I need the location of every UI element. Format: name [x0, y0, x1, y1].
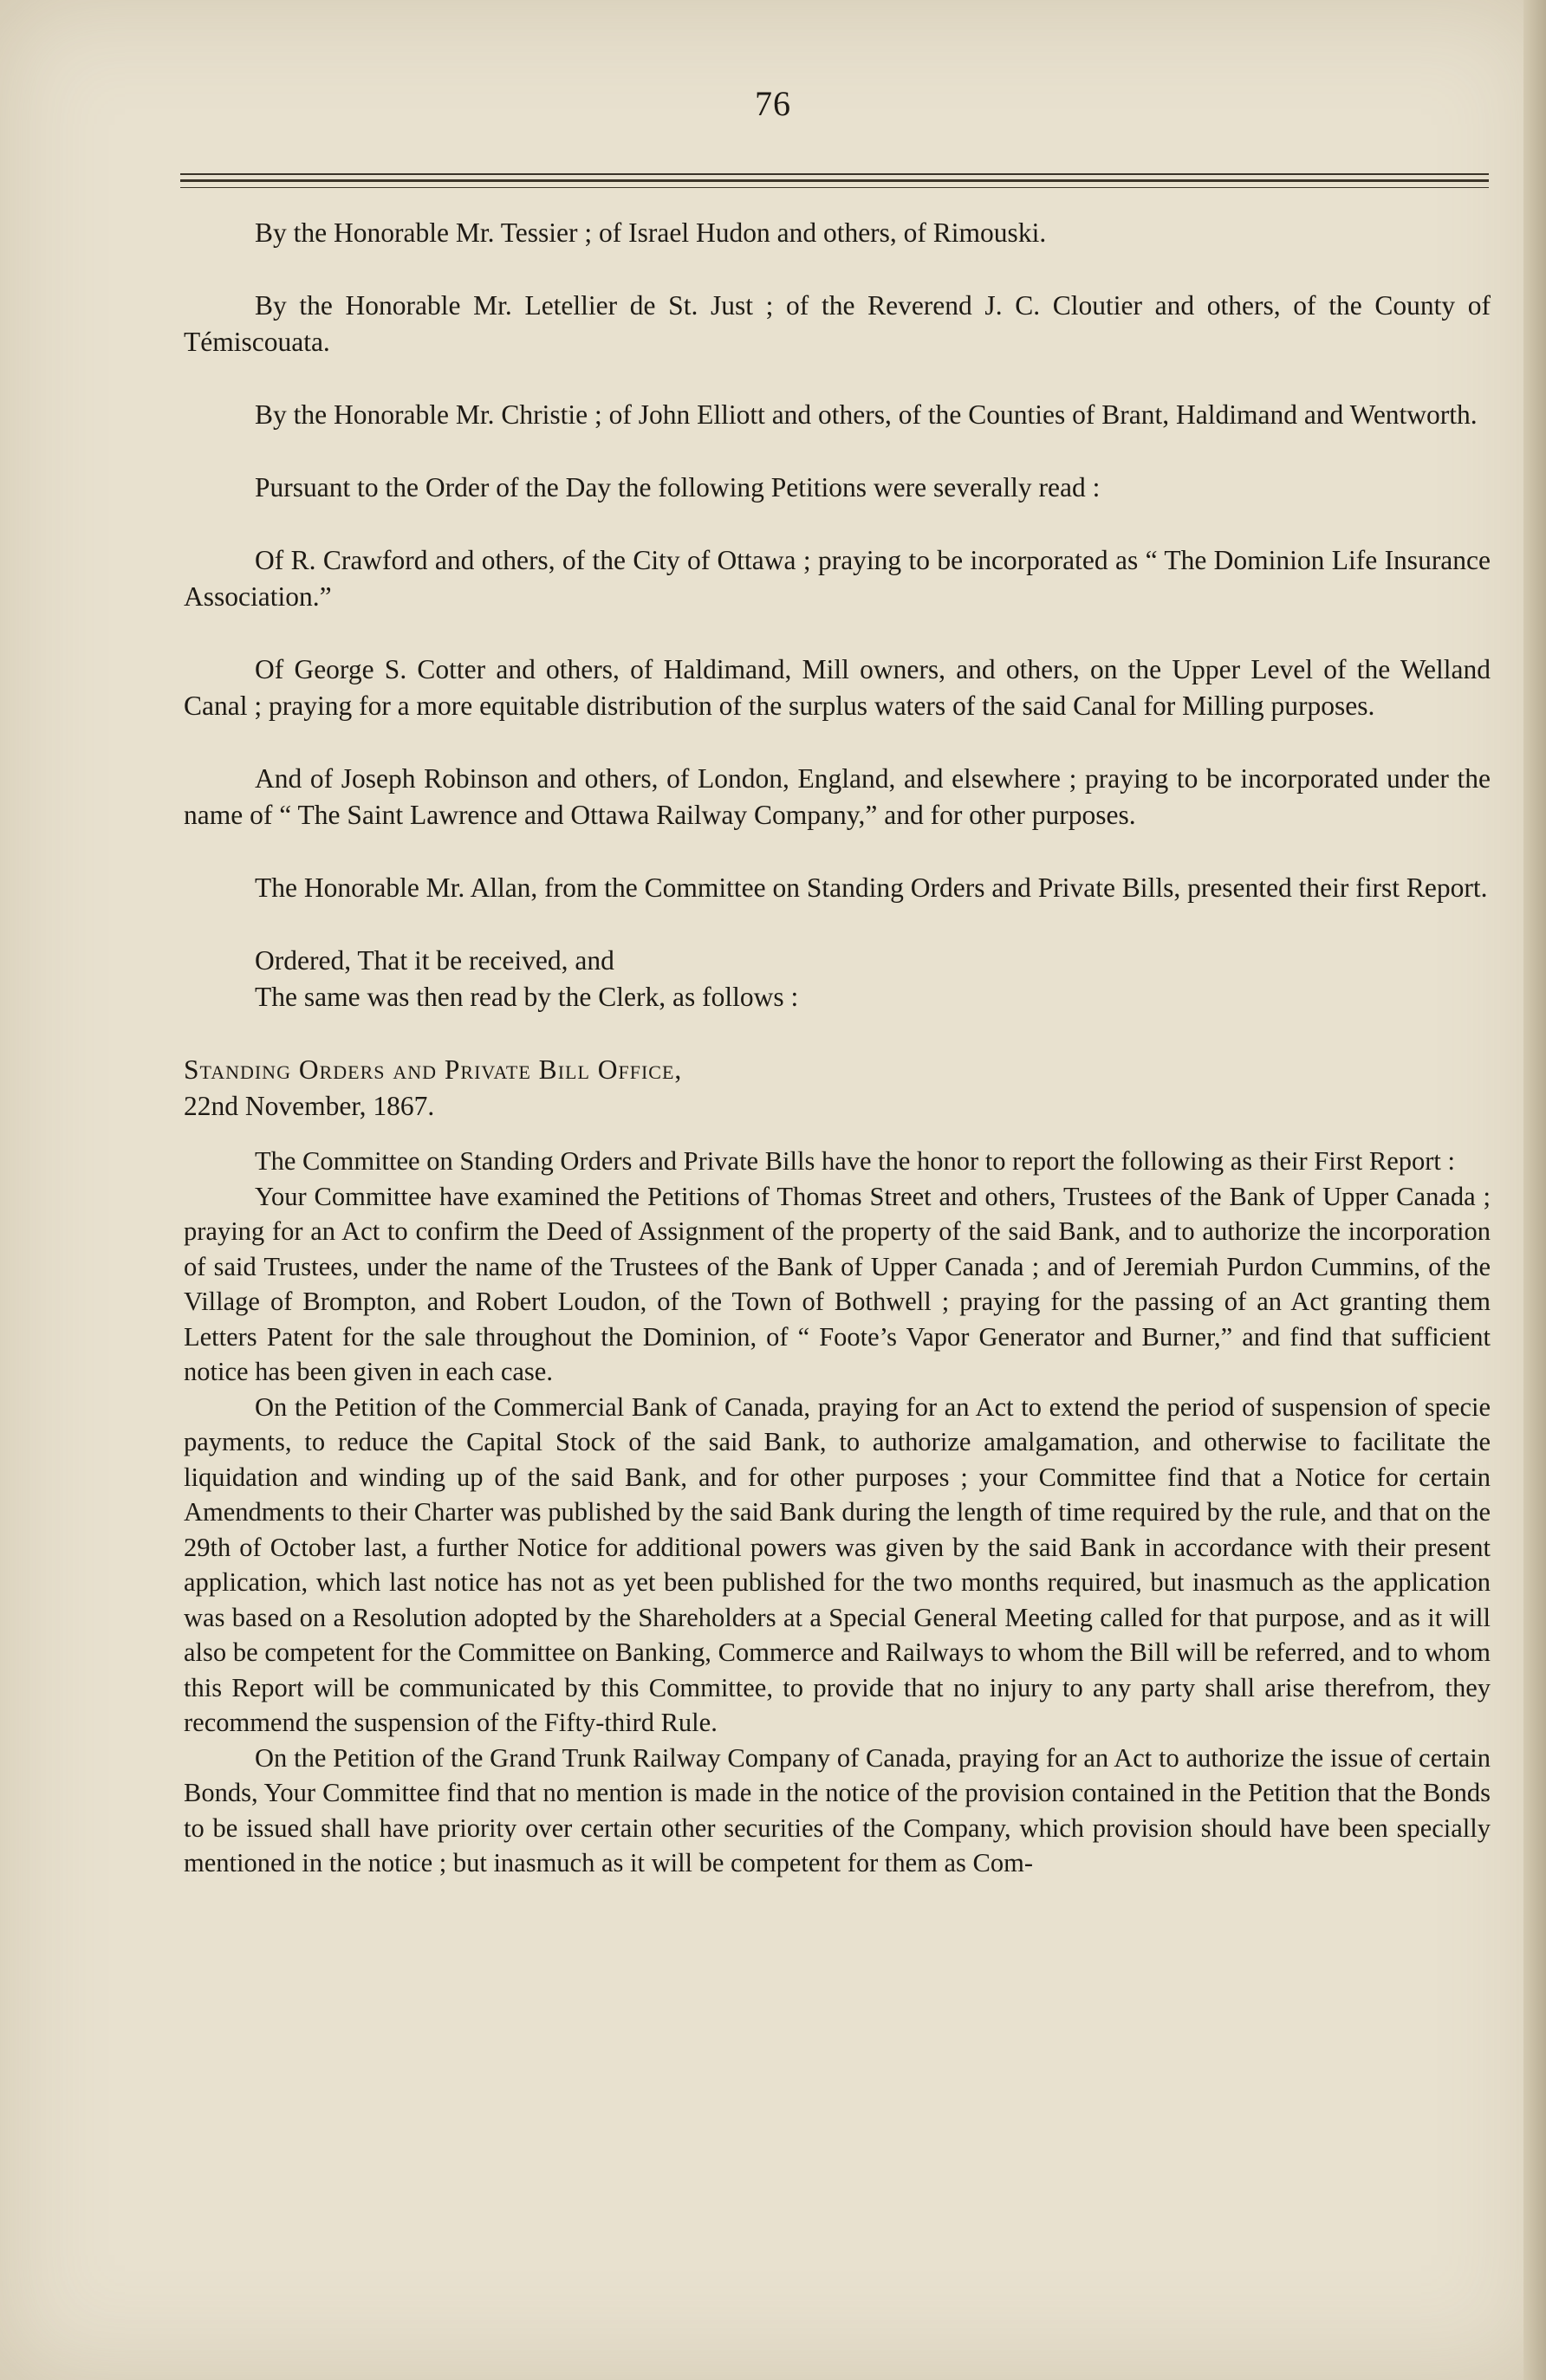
petition-paragraph: By the Honorable Mr. Tessier ; of Israel Hudon and others, of Rimouski.: [255, 217, 1047, 248]
report-paragraph: The Committee on Standing Orders and Private Bills have the honor to report the following as their First Report :: [255, 1146, 1455, 1176]
report-paragraph: On the Petition of the Grand Trunk Railway Company of Canada, praying for an Act to authorize the issue of certain Bonds, Your Committee find that no mention is made in the notice of the provision contained in the Petition that the Bonds to be issued shall have priority over certain other securities of the Company, which provision should have been specially mentioned in the notice ; but inasmuch as it will be competent for them as Com-: [184, 1742, 1491, 1877]
petition-paragraph: Of George S. Cotter and others, of Haldimand, Mill owners, and others, on the Upper Level of the Welland Canal ; praying for a more equitable distribution of the surplus waters of the said Canal for Milling purposes.: [184, 654, 1491, 721]
order-of-day-paragraph: Pursuant to the Order of the Day the following Petitions were severally read :: [255, 472, 1101, 503]
header-rule: [180, 173, 1489, 175]
petition-paragraph: Of R. Crawford and others, of the City of Ottawa ; praying to be incorporated as “ The Dominion Life Insurance Association.”: [184, 545, 1491, 612]
report-paragraph: On the Petition of the Commercial Bank of Canada, praying for an Act to extend the period of suspension of specie payments, to reduce the Capital Stock of the said Bank, to authorize amalgamation, and otherwise to facilitate the liquidation and winding up of the said Bank, and for other purposes ; your Committee find that a Notice for certain Amendments to their Charter was published by the said Bank during the length of time required by the rule, and that on the 29th of October last, a further Notice for additional powers was given by the said Bank in accordance with their present application, which last notice has not as yet been published for the two months required, but inasmuch as the application was based on a Resolution adopted by the Shareholders at a Special General Meeting called for that purpose, and as it will also be competent for the Committee on Banking, Commerce and Railways to whom the Bill will be referred, and to whom this Report will be communicated by this Committee, to provide that no injury to any party shall arise therefrom, they recommend the suspension of the Fifty-third Rule.: [184, 1391, 1491, 1737]
office-heading: Standing Orders and Private Bill Office,: [184, 1054, 683, 1085]
office-date: 22nd November, 1867.: [184, 1091, 435, 1121]
report-paragraph: Your Committee have examined the Petitions of Thomas Street and others, Trustees of the Bank of Upper Canada ; praying for an Act to confirm the Deed of Assignment of the property of the said Bank, and to authorize the incorporation of said Trustees, under the name of the Trustees of the Bank of Upper Canada ; and of Jeremiah Purdon Cummins, of the Village of Brompton, and Robert Loudon, of the Town of Bothwell ; praying for the passing of an Act granting them Letters Patent for the sale throughout the Dominion, of “ Foote’s Vapor Generator and Burner,” and find that sufficient notice has been given in each case.: [184, 1181, 1491, 1386]
read-by-clerk-line: The same was then read by the Clerk, as follows :: [255, 982, 799, 1012]
header-rule: [180, 179, 1489, 182]
petition-paragraph: And of Joseph Robinson and others, of London, England, and elsewhere ; praying to be incorporated under the name of “ The Saint Lawrence and Ottawa Railway Company,” and for other purposes.: [184, 763, 1491, 830]
report-text: [184, 1144, 1491, 1881]
header-rule: [180, 187, 1489, 188]
page-number: 76: [755, 84, 791, 123]
petition-paragraph: By the Honorable Mr. Christie ; of John Elliott and others, of the Counties of Brant, Haldimand and Wentworth.: [255, 399, 1478, 430]
ordered-line: Ordered, That it be received, and: [255, 945, 614, 976]
petition-paragraph: By the Honorable Mr. Letellier de St. Just ; of the Reverend J. C. Cloutier and others, of the County of Témiscouata.: [184, 290, 1491, 357]
committee-paragraph: The Honorable Mr. Allan, from the Committee on Standing Orders and Private Bills, presented their first Report.: [255, 872, 1488, 903]
page-edge: [1523, 0, 1546, 2380]
document-body: [184, 215, 1491, 1881]
